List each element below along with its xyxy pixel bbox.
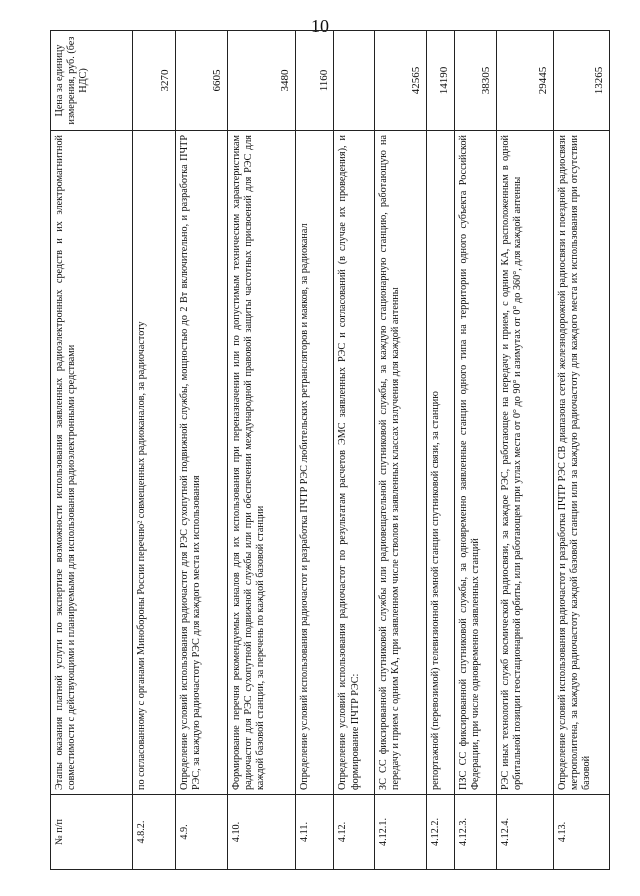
row-number: 4.8.2. [133,795,175,870]
price-table [50,30,610,870]
table-row [497,31,553,870]
row-number: 4.12.4. [497,795,553,870]
price-table-container [50,36,610,870]
row-price: 6605 [175,31,227,131]
row-description: ПЗС СС фиксированной спутниковой службы, за одновременно заявленные станции одного типа на территории одного субъекта Российской Федерации, при числе одновременно заявленных станций [455,131,497,795]
row-price: 1160 [296,31,334,131]
row-description: Формирование перечня рекомендуемых каналов для их использования при переназначении или по допустимым техническим характеристикам радиочастот для РЭС сухопутной подвижной службы или при обеспечении международной правовой защиты частотных присвоений для РЭС для каждой базовой станции, за перечень по каждой базовой станции [227,131,295,795]
table-header-row [51,31,133,870]
header-description: Этапы оказания платной услуги по экспертизе возможности использования заявленных радиоэлектронных средств и их электромагнитной совместимости с действующими и планируемыми для использования радиоэлектронными средствами [51,131,133,795]
table-row [426,31,454,870]
row-number: 4.12. [334,795,374,870]
row-price: 3270 [133,31,175,131]
table-row [175,31,227,870]
row-description: Определение условий использования радиочастот и разработка ПЧТР РЭС СВ диапазона сетей железнодорожной радиосвязи и поездной радиосвязи метрополитена, за каждую радиочастоту каждой базовой станции или за каждую радиочастоту для каждого места их использования при отсутствии базовой [553,131,609,795]
row-description: Определение условий использования радиочастот и разработка ПЧТР РЭС любительских ретрансляторов и маяков, за радиоканал [296,131,334,795]
row-description: репортажной (перевозимой) телевизионной земной станции спутниковой связи, за станцию [426,131,454,795]
row-description: Определение условий использования радиочастот по результатам расчетов ЭМС заявленных РЭС и согласований (в случае их проведения), и формирование ПЧТР РЭС: [334,131,374,795]
row-number: 4.9. [175,795,227,870]
table-row [296,31,334,870]
row-price [334,31,374,131]
row-number: 4.13. [553,795,609,870]
row-description: РЭС иных технологий служб космической радиосвязи, за каждое РЭС, работающее на передачу и прием, с одним КА, расположенным в одной орбитальной позиции геостационарной орбиты, или работающем при углах места от 0° до 90° и азимутах от 0° до 360°, для каждой антенны [497,131,553,795]
row-number: 4.12.2. [426,795,454,870]
row-description: Определение условий использования радиочастот для РЭС сухопутной подвижной службы, мощностью до 2 Вт включительно, и разработка ПЧТР РЭС, за каждую радиочастоту РЭС для каждого места их использования [175,131,227,795]
table-row [227,31,295,870]
row-description: ЗС СС фиксированной спутниковой службы или радиовещательной спутниковой службы, за каждую стационарную станцию, работающую на передачу и прием с одним КА, при заявленном числе стволов и заявленных классах излучения для каждой антенны [374,131,426,795]
row-price: 38305 [455,31,497,131]
header-price: Цена за единицу измерения, руб. (без НДС) [51,31,133,131]
row-number: 4.11. [296,795,334,870]
row-price: 29445 [497,31,553,131]
row-number: 4.12.3. [455,795,497,870]
row-price: 42565 [374,31,426,131]
header-number: № п/п [51,795,133,870]
page-number: 10 [311,16,329,36]
row-price: 3480 [227,31,295,131]
table-row [553,31,609,870]
row-price: 13265 [553,31,609,131]
row-number: 4.12.1. [374,795,426,870]
table-row [334,31,374,870]
table-row [455,31,497,870]
table-row [133,31,175,870]
row-description: по согласованному с органами Минобороны России перечню² совмещенных радиоканалов, за радиочастоту [133,131,175,795]
row-price: 14190 [426,31,454,131]
row-number: 4.10. [227,795,295,870]
table-row [374,31,426,870]
